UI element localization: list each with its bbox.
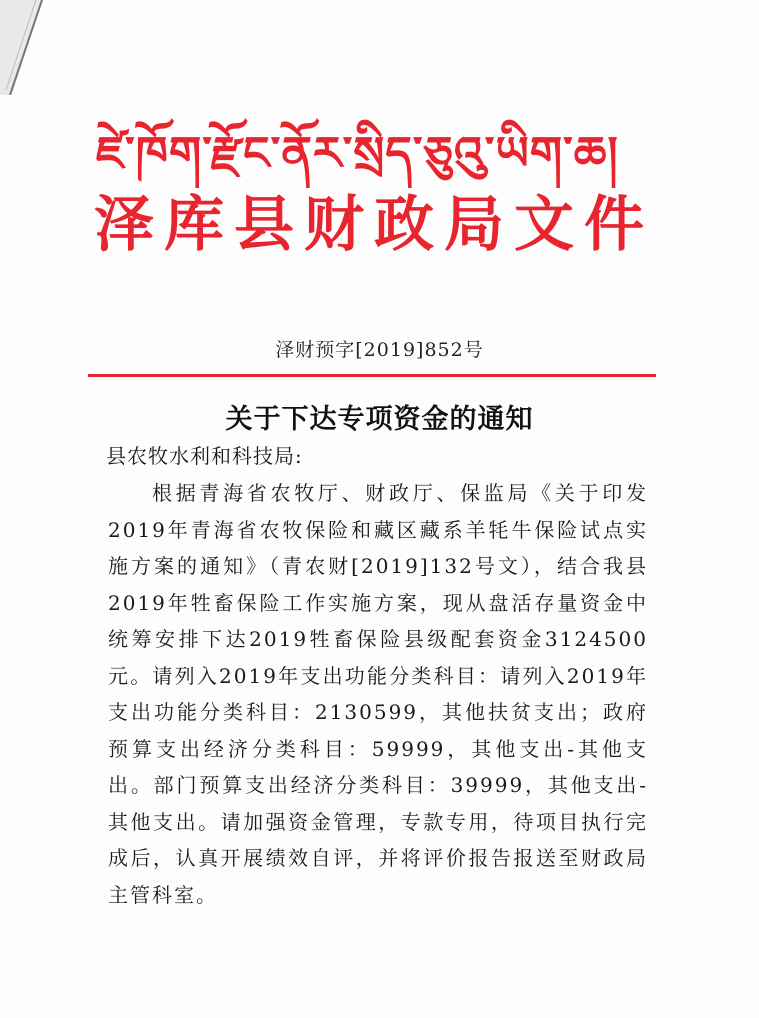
- notice-title: 关于下达专项资金的通知: [225, 404, 534, 435]
- red-divider-line: [88, 374, 656, 377]
- document-number: 泽财预字[2019]852号: [275, 339, 484, 361]
- notice-body-paragraph: 根据青海省农牧厅、财政厅、保监局《关于印发2019年青海省农牧保险和藏区藏系羊牦牛保险试点实施方案的通知》（青农财[2019]132号文），结合我县2019年牲畜保险工作实施方案，现从盘活存量资金中统筹安排下达2019牲畜保险县级配套资金3124500元。请列入2019年支出功能分类科目：请列入2019年支出功能分类科目：2130599，其他扶贫支出；政府预算支出经济分类科目：59999，其他支出-其他支出。部门预算支出经济分类科目：39999，其他支出-其他支出。请加强资金管理，专款专用，待项目执行完成后，认真开展绩效自评，并将评价报告报送至财政局主管科室。: [108, 481, 648, 907]
- letterhead-chinese: 泽库县财政局文件: [94, 190, 654, 260]
- letterhead-tibetan: ཛེ་ཁོག་རྫོང་ནོར་སྲིད་ཅུའུ་ཡིག་ཆ།: [96, 126, 619, 180]
- addressee: 县农牧水利和科技局:: [106, 444, 303, 468]
- folded-corner-mark: [0, 0, 48, 95]
